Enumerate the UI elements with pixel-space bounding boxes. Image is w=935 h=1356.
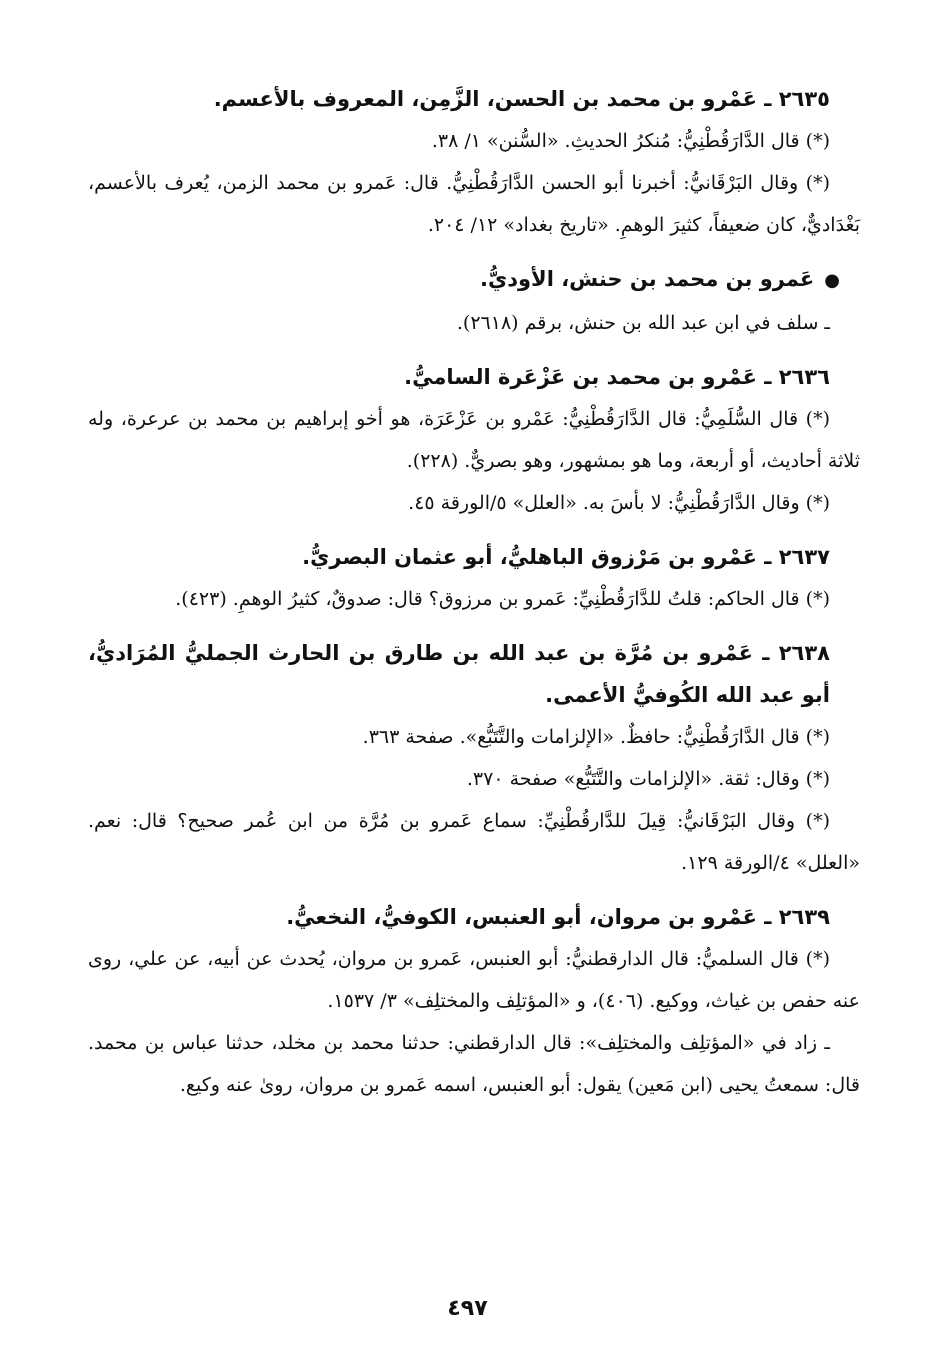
entry-2635 [88, 78, 860, 246]
entry-paragraph: (*) وقال البَرْقَانيُّ: قِيلَ للدَّارقُطْنِيِّ: سماع عَمرو بن مُرَّة من ابن عُمر صحيح؟ قال: نعم. «العلل» ٤/الورقة ١٢٩. [88, 810, 860, 874]
entry-paragraph: (*) قال الدَّارَقُطْنِيُّ: حافظٌ. «الإلزامات والتَّتَبُّع». صفحة ٣٦٣. [362, 726, 830, 748]
entry-paragraph: ـ سلف في ابن عبد الله بن حنش، برقم (٢٦١٨). [456, 312, 830, 334]
entry-paragraph: (*) وقال الدَّارَقُطْنِيُّ: لا بأسَ به. «العلل» ٥/الورقة ٤٥. [408, 492, 830, 514]
entry-paragraph: (*) قال السُّلَمِيُّ: قال الدَّارَقُطْنِيُّ: عَمْرو بن عَزْعَرَة، هو أخو إبراهيم بن محمد بن عرعرة، وله ثلاثة أحاديث، أو أربعة، وما هو بمشهور، وهو بصريٌّ. (٢٢٨). [88, 408, 860, 472]
entry-heading: ٢٦٣٩ ـ عَمْرو بن مروان، أبو العنبس، الكوفيُّ، النخعيُّ. [286, 905, 830, 929]
entry-2639 [88, 896, 860, 1106]
page-number: ٤٩٧ [447, 1296, 488, 1321]
entry-paragraph: (*) قال الدَّارَقُطْنِيُّ: مُنكرُ الحديثِ. «السُّنن» ١/ ٣٨. [431, 130, 830, 152]
entry-paragraph: (*) قال الحاكم: قلتُ للدَّارَقُطْنِيِّ: عَمرو بن مرزوق؟ قال: صدوقٌ، كثيرُ الوهمِ. (٤٢٣). [175, 588, 830, 610]
entry-paragraph: (*) وقال: ثقة. «الإلزامات والتَّتَبُّع» صفحة ٣٧٠. [466, 768, 830, 790]
entry-2636 [88, 356, 860, 524]
entry-heading: ٢٦٣٨ ـ عَمْرو بن مُرَّة بن عبد الله بن طارق بن الحارث الجمليُّ المُرَاديُّ، أبو عبد الله الكُوفيُّ الأعمى. [88, 641, 830, 707]
entry-heading: ٢٦٣٥ ـ عَمْرو بن محمد بن الحسن، الزَّمِن، المعروف بالأعسم. [213, 87, 830, 111]
entry-2638 [88, 632, 860, 884]
entry-paragraph: (*) وقال البَرْقَانيُّ: أخبرنا أبو الحسن الدَّارَقُطْنِيُّ. قال: عَمرو بن محمد الزمن، يُعرف بالأعسم، بَغْدَاديٌّ، كان ضعيفاً، كثيرَ الوهمِ. «تاريخ بغداد» ١٢/ ٢٠٤. [88, 172, 860, 236]
entry-hanash [88, 258, 860, 344]
entry-paragraph: (*) قال السلميُّ: قال الدارقطنيُّ: أبو العنبس، عَمرو بن مروان، يُحدث عن أبيه، عن علي، روى عنه حفص بن غياث، ووكيع. (٤٠٦)، و «المؤتلِف والمختلِف» ٣/ ١٥٣٧. [88, 948, 860, 1012]
entry-heading: ٢٦٣٦ ـ عَمْرو بن محمد بن عَزْعَرة الساميُّ. [404, 365, 830, 389]
entry-paragraph: ـ زاد في «المؤتلِف والمختلِف»: قال الدارقطني: حدثنا محمد بن مخلد، حدثنا عباس بن محمد. قال: سمعتُ يحيى (ابن مَعين) يقول: أبو العنبس، اسمه عَمرو بن مروان، روىٰ عنه وكيع. [88, 1032, 860, 1096]
entry-heading: ٢٦٣٧ ـ عَمْرو بن مَرْزوق الباهليُّ، أبو عثمان البصريُّ. [302, 545, 830, 569]
entry-2637 [88, 536, 860, 620]
entry-heading-text: عَمرو بن محمد بن حنش، الأوديُّ. [480, 267, 815, 291]
entry-heading [88, 258, 860, 302]
bullet-icon: ● [824, 270, 840, 291]
page-body [88, 78, 860, 1118]
